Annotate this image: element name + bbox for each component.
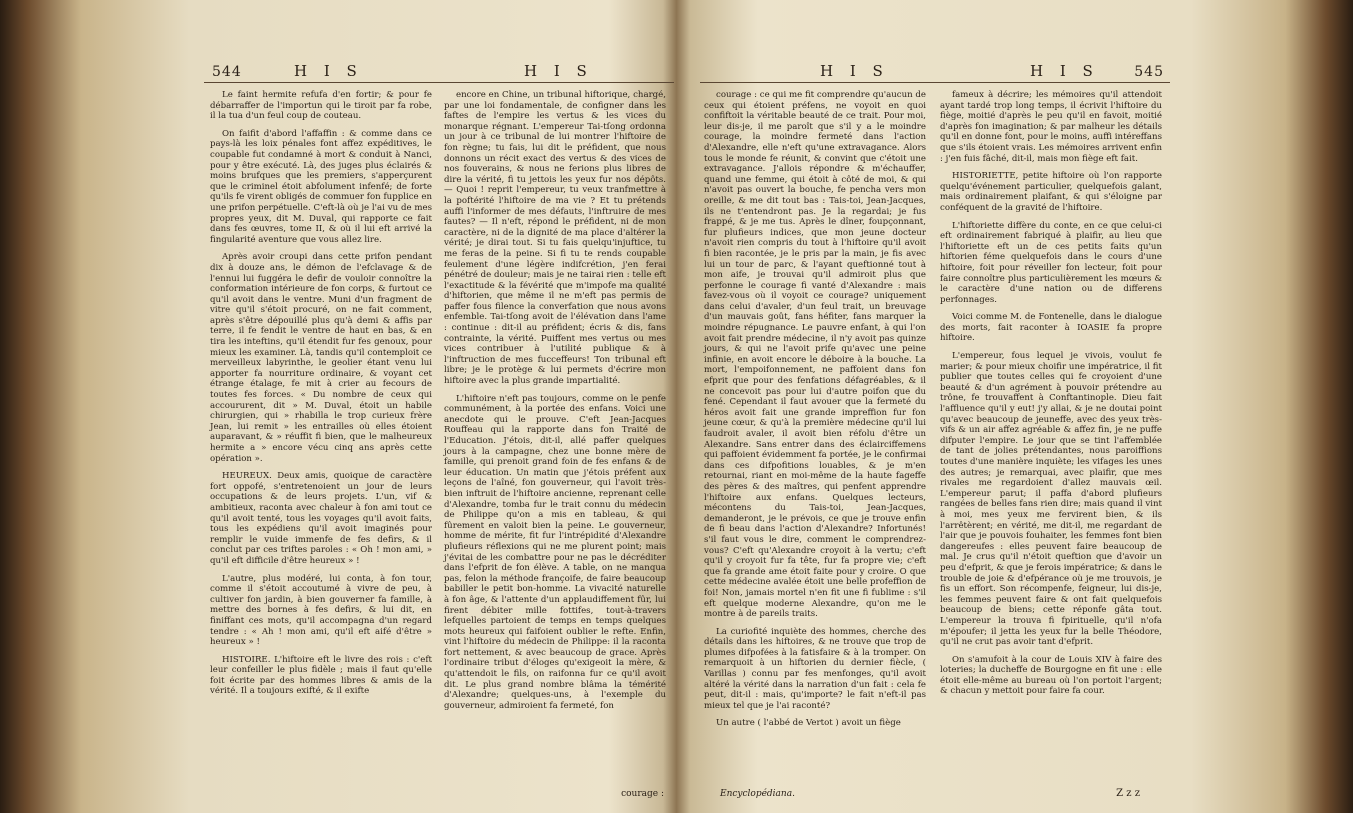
- right-c2-p1: HISTORIETTE, petite hiftoire où l'on rapporte quelqu'événement particulier, quelquefois galant, mais ordinairement plaifant, & qui s'éloigne par conféquent de la gravité de l'hiftoire.: [940, 171, 1162, 213]
- right-running-head: [700, 60, 1170, 84]
- right-c2-p2: L'hiftoriette diffère du conte, en ce que celui-ci eft ordinairement fabriqué à plaifir, au lieu que l'hiftoriette eft un de ces petits faits qu'un hiftorien féme quelquefois dans le cours d'une hiftoire, foit pour réveiller fon lecteur, foit pour faire connoître plus particulièrement les mœurs & le caractère d'une nation ou de differens perfonnages.: [940, 220, 1162, 305]
- left-c2-p1: L'hiftoire n'eft pas toujours, comme on le penfe communément, à la portée des enfans. Voici une anecdote qui le prouve. C'eft Jean-Jacques Rouffeau qui la rapporte dans fon Traité de l'Education. J'étois, dit-il, allé paffer quelques jours à la campagne, chez une bonne mère de famille, qui prenoit grand foin de fes enfans & de leur éducation. Un matin que j'étois préfent aux leçons de l'aîné, fon gouverneur, qui l'avoit très-bien inftruit de l'hiftoire ancienne, reprenant celle d'Alexandre, tomba fur le trait connu du médecin de Philippe qu'on a mis en tableau, & qui fûrement en valoit bien la peine. Le gouverneur, homme de mérite, fit fur l'intrépidité d'Alexandre plufieurs réflexions qui ne me plurent point; mais j'évitai de les combattre pour ne pas le décréditer dans l'efprit de fon élève. A table, on ne manqua pas, felon la méthode françoife, de faire beaucoup babiller le petit bon-homme. La vivacité naturelle à fon âge, & l'attente d'un applaudiffement fûr, lui firent débiter mille fottifes, tout-à-travers lefquelles partoient de temps en temps quelques mots heureux qui faifoient oublier le refte. Enfin, vint l'hiftoire du médecin de Philippe: il la raconta fort nettement, & avec beaucoup de grace. Après l'ordinaire tribut d'éloges qu'exigeoit la mère, & qu'attendoit le fils, on raifonna fur ce qu'il avoit dit. Le plus grand nombre blâma la témérité d'Alexandre; quelques-uns, à l'exemple du gouverneur, admiroient fa fermeté, fon: [444, 393, 666, 711]
- right-c1-p1: La curiofité inquiète des hommes, cherche des détails dans les hiftoires, & ne trouve que trop de plumes difpofées à la fatisfaire & à la tromper. On remarquoit à un hiftorien du dernier fiècle, ( Varillas ) connu par fes menfonges, qu'il avoit altéré la vérité dans la narration d'un fait : cela fe peut, dit-il : mais, qu'importe? le fait n'eft-il pas mieux tel que je l'ai raconté?: [704, 626, 926, 711]
- right-c1-p0: courage : ce qui me fit comprendre qu'aucun de ceux qui étoient préfens, ne voyoit en quoi confiftoit la véritable beauté de ce trait. Pour moi, leur dis-je, il me paroît que s'il y a le moindre courage, la moindre fermeté dans l'action d'Alexandre, elle n'eft qu'une extravagance. Alors tous le monde fe réunit, & convint que c'étoit une extravagance. J'allois répondre & m'échauffer, quand une femme, qui étoit à côté de moi, & qui n'avoit pas ouvert la bouche, fe pencha vers mon oreille, & me dit tout bas : Tais-toi, Jean-Jacques, ils ne t'entendront pas. Je la regardai; je fus frappé, & je me tus. Après le dîner, foupçonnant, fur plufieurs indices, que mon jeune docteur n'avoit rien compris du tout à l'hiftoire qu'il avoit fi bien racontée, je le pris par la main, je fis avec lui un tour de parc, & l'ayant queftionné tout à mon aife, je trouvai qu'il admiroit plus que perfonne le courage fi vanté d'Alexandre : mais favez-vous où il voyoit ce courage? uniquement dans celui d'avaler, d'un feul trait, un breuvage d'un mauvais goût, fans héfiter, fans marquer la moindre répugnance. Le pauvre enfant, à qui l'on avoit fait prendre médecine, il n'y avoit pas quinze jours, & qui ne l'avoit prife qu'avec une peine infinie, en avoit encore le déboire à la bouche. La mort, l'empoifonnement, ne paffoient dans fon efprit que pour des fenfations défagréables, & il ne concevoit pas pour lui d'autre poifon que du fené. Cependant il faut avouer que la fermeté du héros avoit fait une grande impreffion fur fon jeune cœur, & qu'à la première médecine qu'il lui faudroit avaler, il avoit bien réfolu d'être un Alexandre. Sans entrer dans des éclairciffemens qui paffoient évidemment fa portée, je le confirmai dans ces difpofitions louables, & je m'en retournai, riant en moi-même de la haute fageffe des pères & des maîtres, qui penfent apprendre l'hiftoire aux enfans. Quelques lecteurs, mécontens du Tais-toi, Jean-Jacques, demanderont, je le prévois, ce que je trouve enfin de fi beau dans l'action d'Alexandre? Infortunés! s'il faut vous le dire, comment le comprendrez-vous? C'eft qu'Alexandre croyoit à la vertu; c'eft qu'il y croyoit fur fa tête, fur fa propre vie; c'eft que fa grande ame étoit faite pour y croire. O que cette médecine avalée étoit une belle profeffion de foi! Non, jamais mortel n'en fit une fi fublime : s'il eft quelque moderne Alexandre, qu'on me le montre à de pareils traits.: [704, 90, 926, 620]
- right-signature: Z z z: [1116, 788, 1140, 799]
- left-page-number: 544: [212, 64, 242, 80]
- left-catchword: courage :: [621, 789, 664, 799]
- left-page: [204, 60, 674, 805]
- right-c1-p2: Un autre ( l'abbé de Vertot ) avoit un fiège: [716, 718, 901, 729]
- right-page-number: 545: [1134, 64, 1164, 80]
- right-c2-p4: L'empereur, fous lequel je vivois, voulut fe marier; & pour mieux choifir une impératrice, il fit publier que toutes celles qui fe croyoient d'une beauté & d'un agrément à pouvoir prétendre au trône, fe trouvaffent à Conftantinople. Dieu fait l'affluence qu'il y eut! j'y allai, & je ne doutai point qu'avec beaucoup de jeuneffe, avec des yeux très-vifs & un air affez agréable & affez fin, je ne puffe difputer l'empire. Le jour que se tint l'affemblée de tant de jolies prétendantes, nous paroiffions toutes d'une manière inquiète; les vifages les unes des autres; je remarquai, avec plaifir, que mes rivales me regardoient d'allez mauvais œil. L'empereur parut; il paffa d'abord plufieurs rangées de belles fans rien dire; mais quand il vint à moi, mes yeux me fervirent bien, & ils l'arrêtèrent; en vérité, me dit-il, me regardant de l'air que je pouvois fouhaiter, les femmes font bien dangereufes : elles peuvent faire beaucoup de mal. Je crus qu'il n'étoit queftion que d'avoir un peu d'efprit, & que je ferois impératrice; & dans le trouble de joie & d'efpérance où je me trouvois, je fis un effort. Son récompenfe, feigneur, lui dis-je, les femmes peuvent faire & ont fait quelquefois beaucoup de biens; cette réponfe gâta tout. L'empereur la trouva fi fpirituelle, qu'il n'ofa m'époufer; il jetta les yeux fur la belle Théodore, qu'il ne crut pas avoir tant d'efprit.: [940, 351, 1162, 648]
- left-c1-p4: L'autre, plus modéré, lui conta, à fon tour, comme il s'étoit accoutumé à vivre de peu, à cultiver fon jardin, à bien gouverner fa famille, à mettre des bornes à fes defirs, & lui dit, en finiffant ces mots, qu'il accompagna d'un regard tendre : « Ah ! mon ami, qu'il eft aifé d'être » heureux » !: [210, 573, 432, 648]
- right-c2-p0: fameux à décrire; les mémoires qu'il attendoit ayant tardé trop long temps, il écrivit l'hiftoire du fiège, moitié d'après le peu qu'il en favoit, moitié d'après fon imagination; & par malheur les détails qu'il en donne font, pour le moins, auffi intéreffans que s'ils étoient vrais. Les mémoires arrivent enfin : j'en fuis fâché, dit-il, mais mon fiège eft fait.: [940, 90, 1162, 164]
- left-c1-p0: Le faint hermite refufa d'en fortir; & pour fe débarraffer de l'importun qui le tiroit par fa robe, il la tua d'un feul coup de couteau.: [210, 90, 432, 122]
- left-c1-p2: Après avoir croupi dans cette prifon pendant dix à douze ans, le démon de l'efclavage & de l'ennui lui fuggéra le defir de vouloir connoître la conformation intérieure de fon corps, & furtout ce qu'il avoit dans le ventre. Muni d'un fragment de vitre qu'il s'étoit procuré, on ne fait comment, après s'être dépouillé plus qu'à demi & affis par terre, il fe fendit le ventre de haut en bas, & en tira les inteftins, qu'il étendit fur fes genoux, pour mieux les examiner. Là, tandis qu'il contemploit ce merveilleux labyrinthe, le geolier étant venu lui apporter fa nourriture ordinaire, & voyant cet étrange étalage, fe mit à crier au fecours de toutes fes forces. « Du nombre de ceux qui accoururent, dit » M. Duval, étoit un habile chirurgien, qui » rhabilla le trop curieux frère Jean, lui remit » les entrailles où elles étoient auparavant, & » réuffit fi bien, que le malheureux hermite a » encore vécu cinq ans après cette opération ».: [210, 252, 432, 464]
- right-column-1: [704, 90, 926, 736]
- left-column-2: [444, 90, 666, 718]
- left-head-1: H I S: [294, 62, 363, 80]
- left-c1-p5: HISTOIRE. L'hiftoire eft le livre des rois : c'eft leur confeiller le plus fidèle ; mais il faut qu'elle foit écrite par des hommes libres & amis de la vérité. Il a toujours exifté, & il exifte: [210, 654, 432, 697]
- right-head-1: H I S: [820, 62, 889, 80]
- right-c2-p5: On s'amufoit à la cour de Louis XIV à faire des loteries; la ducheffe de Bourgogne en fit une : elle étoit elle-même au bureau où l'on portoit l'argent; & chacun y mettoit pour faire fa cour.: [940, 654, 1162, 697]
- right-page: [700, 60, 1170, 805]
- left-c2-p0: encore en Chine, un tribunal hiftorique, chargé, par une loi fondamentale, de configner dans les faftes de l'empire les vertus & les vices du monarque régnant. L'empereur Tai-tſong ordonna un jour à ce tribunal de lui montrer l'hiftoire de fon règne; tu fais, lui dit le préfident, que nous donnons un récit exact des vertus & des vices de nos fouverains, & nous ne ferions plus libres de dire la vérité, fi tu jettois les yeux fur nos dépôts. — Quoi ! reprit l'empereur, tu veux tranfmettre à la poftérité l'hiftoire de ma vie ? Et tu prétends auffi l'informer de mes défauts, l'inftruire de mes fautes? — Il n'eft, répond le préfident, ni de mon caractère, ni de la dignité de ma place d'altérer la vérité; je dirai tout. Si tu fais quelqu'injuftice, tu me feras de la peine. Si fi tu te rends coupable feulement d'une légère indifcrétion, j'en ferai pénétré de douleur; mais je ne tairai rien : telle eft l'exactitude & la févérité que m'impofe ma qualité d'hiftorien, que même il ne m'eft pas permis de paffer fous filence la converfation que nous avons enfemble. Tai-tſong avoit de l'élévation dans l'ame : continue : dit-il au préfident; écris & dis, fans contrainte, la vérité. Puiffent mes vertus ou mes vices contribuer à l'utilité publique & à l'inftruction de mes fucceffeurs! Ton tribunal eft libre; je le protège & lui permets d'écrire mon hiftoire avec la plus grande impartialité.: [444, 90, 666, 387]
- left-head-rule: [204, 82, 674, 83]
- left-c1-p1: On faifit d'abord l'affaffin : & comme dans ce pays-là les loix pénales font affez expéditives, le coupable fut condamné à mort & conduit à Nanci, pour y être exécuté. Là, des juges plus éclairés & moins brufques que les premiers, s'apperçurent que le criminel étoit abfolument infenfé; de forte qu'ils fe virent obligés de commuer fon fupplice en une prifon perpétuelle. C'eft-là où je l'ai vu de mes propres yeux, dit M. Duval, qui rapporte ce fait dans fes œuvres, tome II, & où il lui eft arrivé la fingularité aventure que vous allez lire.: [210, 128, 432, 245]
- left-head-2: H I S: [524, 62, 593, 80]
- right-head-2: H I S: [1030, 62, 1099, 80]
- right-head-rule: [700, 82, 1170, 83]
- left-c1-p3: HEUREUX. Deux amis, quoique de caractère fort oppofé, s'entretenoient un jour de leurs occupations & de leurs projets. L'un, vif & ambitieux, raconta avec chaleur à fon ami tout ce qu'il avoit tenté, tous les voyages qu'il avoit faits, tous les expédiens qu'il avoit imaginés pour remplir le vuide immenfe de fes defirs, & il conclut par ces triftes paroles : « Oh ! mon ami, » qu'il eft difficile d'être heureux » !: [210, 471, 432, 566]
- left-running-head: [204, 60, 674, 84]
- right-c2-p3: Voici comme M. de Fontenelle, dans le dialogue des morts, fait raconter à IOASIE fa propre hiftoire.: [940, 312, 1162, 344]
- left-column-1: [210, 90, 432, 704]
- right-column-2: [940, 90, 1162, 704]
- right-footer: Encyclopédiana.: [720, 789, 795, 799]
